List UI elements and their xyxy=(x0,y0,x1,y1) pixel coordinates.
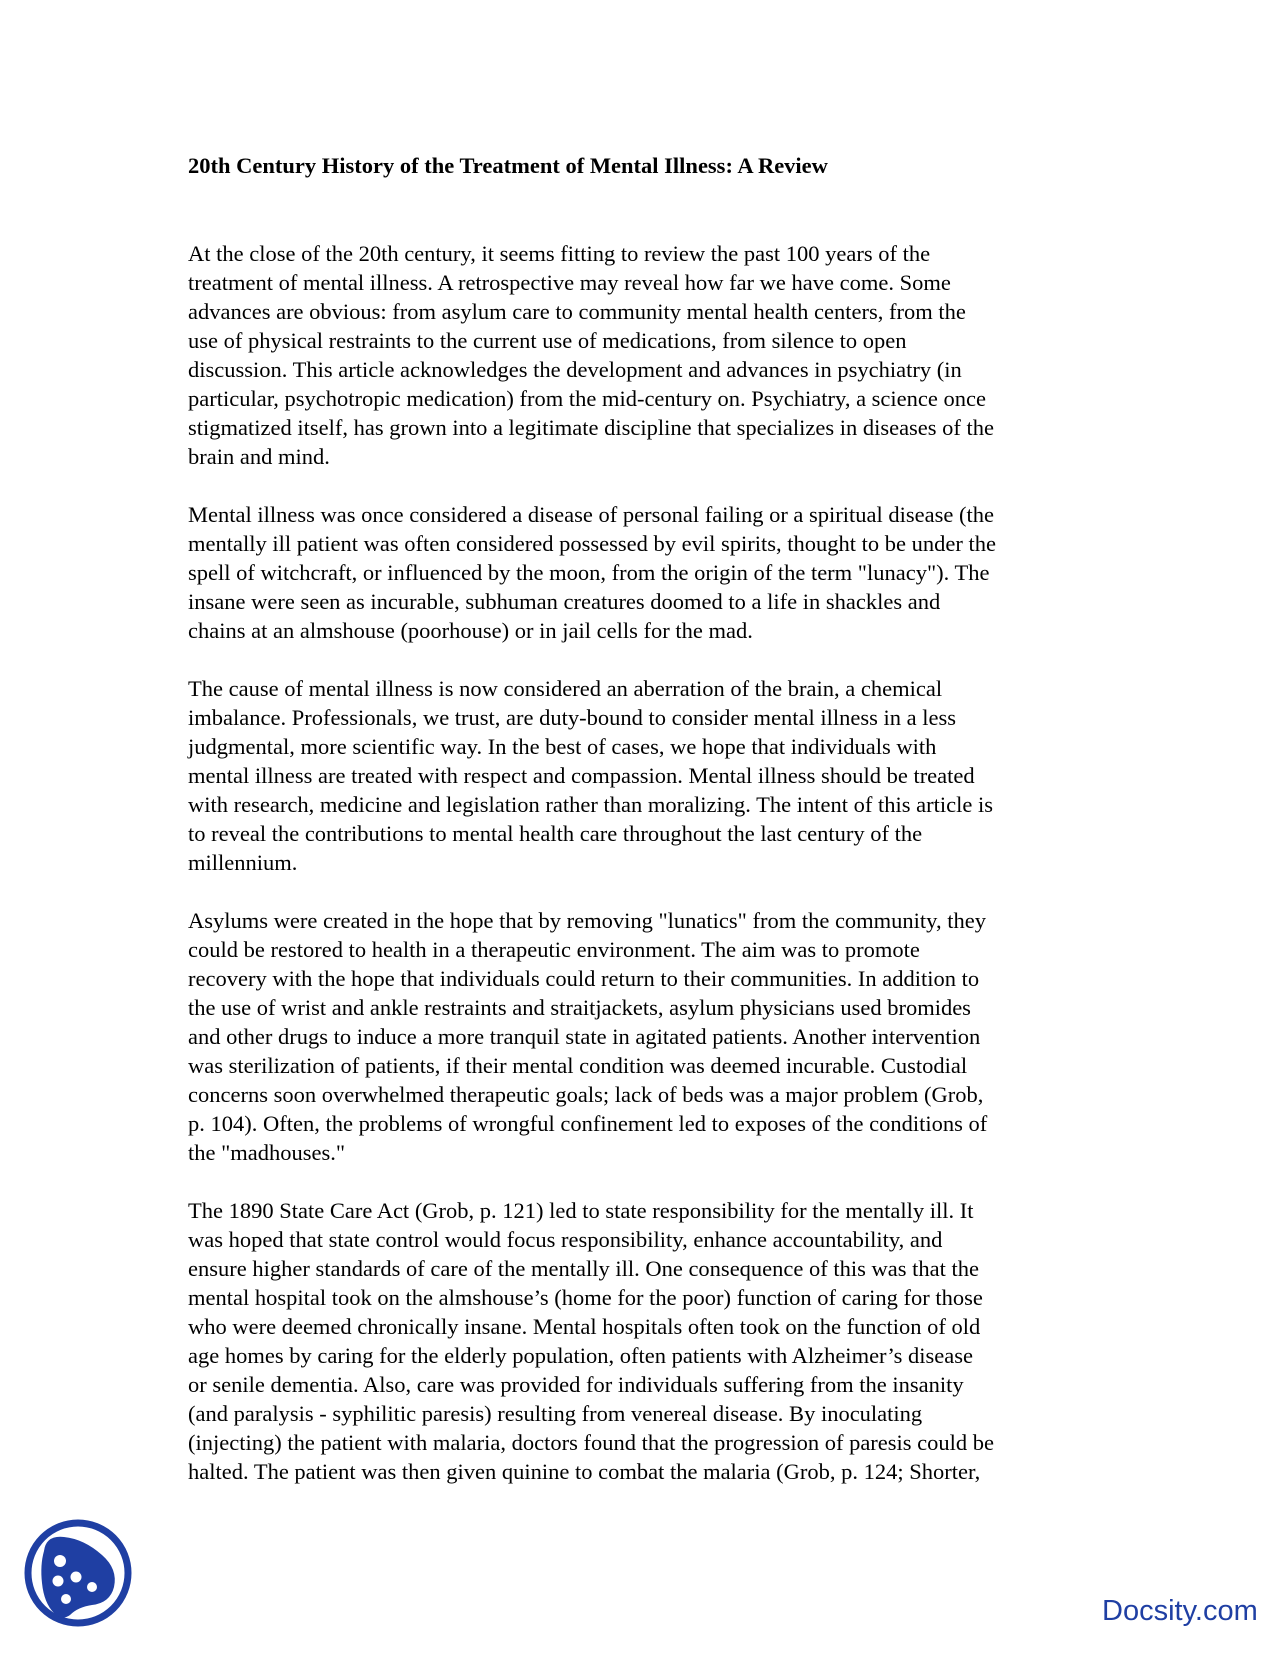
text-line: recovery with the hope that individuals could return to their communities. In addition to xyxy=(188,966,980,991)
text-line: (injecting) the patient with malaria, doctors found that the progression of paresis could be xyxy=(188,1430,995,1455)
text-line: p. 104). Often, the problems of wrongful confinement led to exposes of the conditions of xyxy=(188,1111,988,1136)
text-line: Mental illness was once considered a disease of personal failing or a spiritual disease (the xyxy=(188,502,994,527)
text-line: was sterilization of patients, if their mental condition was deemed incurable. Custodial xyxy=(188,1053,968,1078)
docsity-brand-link[interactable]: Docsity.com xyxy=(1102,1595,1258,1627)
paragraph-2 xyxy=(188,500,1088,645)
text-line: advances are obvious: from asylum care to community mental health centers, from the xyxy=(188,299,966,324)
text-line: imbalance. Professionals, we trust, are duty-bound to consider mental illness in a less xyxy=(188,705,956,730)
text-line: millennium. xyxy=(188,850,298,875)
text-line: particular, psychotropic medication) from the mid-century on. Psychiatry, a science once xyxy=(188,386,986,411)
text-line: concerns soon overwhelmed therapeutic goals; lack of beds was a major problem (Grob, xyxy=(188,1082,984,1107)
text-line: age homes by caring for the elderly population, often patients with Alzheimer’s disease xyxy=(188,1343,973,1368)
text-line: or senile dementia. Also, care was provided for individuals suffering from the insanity xyxy=(188,1372,964,1397)
text-line: halted. The patient was then given quinine to combat the malaria (Grob, p. 124; Shorter, xyxy=(188,1459,981,1484)
text-line: with research, medicine and legislation rather than moralizing. The intent of this article is xyxy=(188,792,993,817)
document-body xyxy=(188,239,1088,1515)
text-line: (and paralysis - syphilitic paresis) resulting from venereal disease. By inoculating xyxy=(188,1401,923,1426)
document-title: 20th Century History of the Treatment of Mental Illness: A Review xyxy=(188,153,828,178)
text-line: use of physical restraints to the current use of medications, from silence to open xyxy=(188,328,907,353)
text-line: ensure higher standards of care of the mentally ill. One consequence of this was that the xyxy=(188,1256,979,1281)
text-line: insane were seen as incurable, subhuman creatures doomed to a life in shackles and xyxy=(188,589,941,614)
text-line: Asylums were created in the hope that by removing "lunatics" from the community, they xyxy=(188,908,986,933)
text-line: treatment of mental illness. A retrospective may reveal how far we have come. Some xyxy=(188,270,951,295)
text-line: brain and mind. xyxy=(188,444,330,469)
text-line: who were deemed chronically insane. Mental hospitals often took on the function of old xyxy=(188,1314,981,1339)
text-line: could be restored to health in a therapeutic environment. The aim was to promote xyxy=(188,937,920,962)
text-line: mental hospital took on the almshouse’s (home for the poor) function of caring for those xyxy=(188,1285,983,1310)
text-line: chains at an almshouse (poorhouse) or in jail cells for the mad. xyxy=(188,618,753,643)
text-line: was hoped that state control would focus responsibility, enhance accountability, and xyxy=(188,1227,943,1252)
paragraph-1 xyxy=(188,239,1088,471)
text-line: and other drugs to induce a more tranquil state in agitated patients. Another intervention xyxy=(188,1024,981,1049)
paragraph-3 xyxy=(188,674,1088,877)
text-line: to reveal the contributions to mental health care throughout the last century of the xyxy=(188,821,923,846)
docsity-logo-icon[interactable] xyxy=(22,1517,134,1629)
text-line: mental illness are treated with respect and compassion. Mental illness should be treated xyxy=(188,763,975,788)
text-line: The cause of mental illness is now considered an aberration of the brain, a chemical xyxy=(188,676,943,701)
text-line: At the close of the 20th century, it seems fitting to review the past 100 years of the xyxy=(188,241,931,266)
text-line: judgmental, more scientific way. In the best of cases, we hope that individuals with xyxy=(188,734,937,759)
paragraph-5 xyxy=(188,1196,1088,1486)
text-line: spell of witchcraft, or influenced by the moon, from the origin of the term "lunacy"). The xyxy=(188,560,990,585)
text-line: stigmatized itself, has grown into a legitimate discipline that specializes in diseases of the xyxy=(188,415,995,440)
paragraph-4 xyxy=(188,906,1088,1167)
text-line: discussion. This article acknowledges the development and advances in psychiatry (in xyxy=(188,357,962,382)
text-line: The 1890 State Care Act (Grob, p. 121) led to state responsibility for the mentally ill. It xyxy=(188,1198,974,1223)
text-line: the "madhouses." xyxy=(188,1140,346,1165)
text-line: mentally ill patient was often considered possessed by evil spirits, thought to be under the xyxy=(188,531,996,556)
text-line: the use of wrist and ankle restraints and straitjackets, asylum physicians used bromides xyxy=(188,995,971,1020)
